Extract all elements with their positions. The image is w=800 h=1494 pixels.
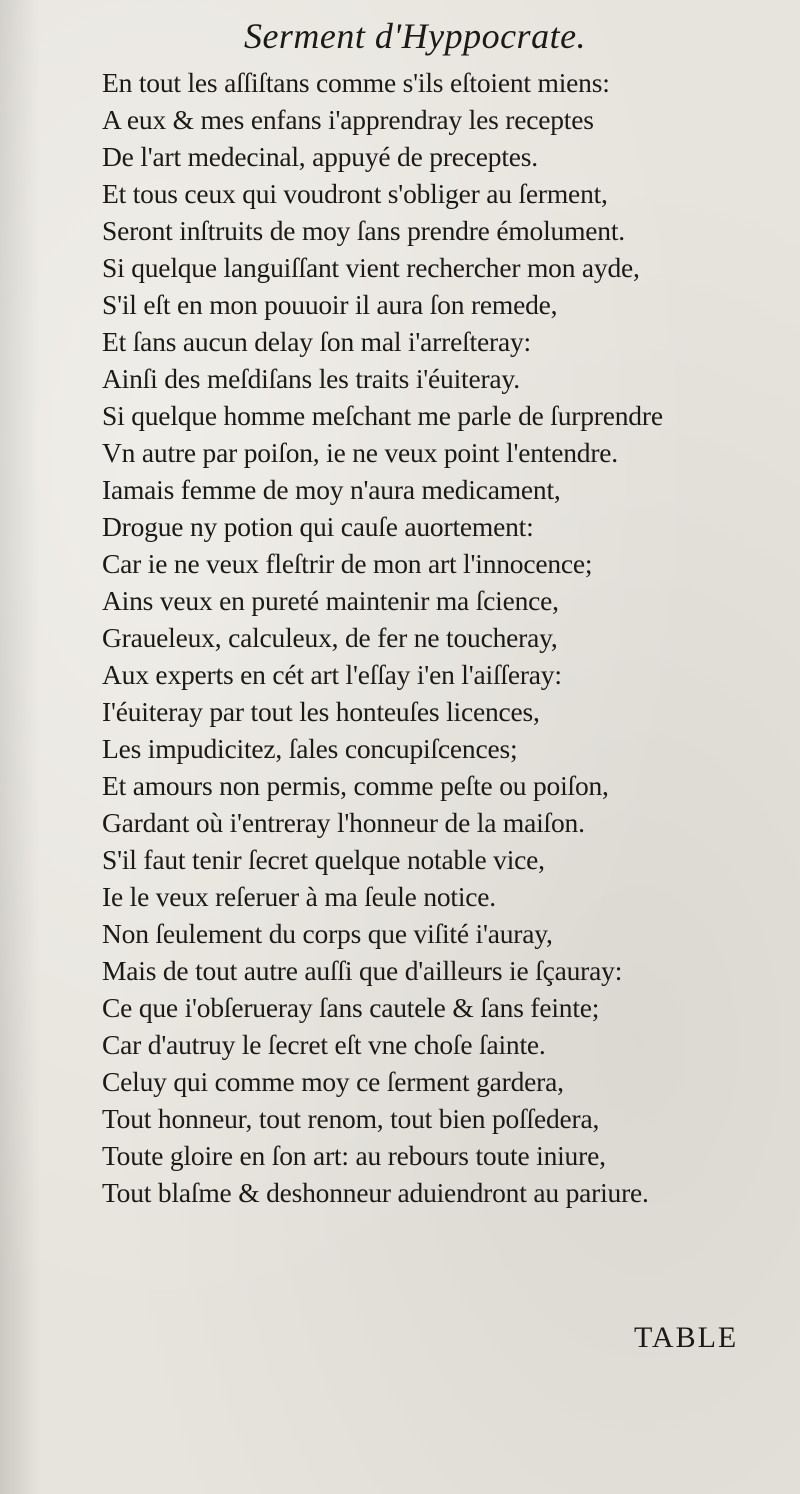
verse-line: Car d'autruy le ſecret eſt vne choſe ſainte. [102, 1029, 546, 1060]
verse-line: Graueleux, calculeux, de fer ne toucheray, [102, 622, 558, 653]
verse-line: Mais de tout autre auſſi que d'ailleurs ie ſçauray: [102, 955, 623, 986]
verse-line: Si quelque languiſſant vient rechercher mon ayde, [102, 252, 640, 283]
verse-line: Et ſans aucun delay ſon mal i'arreſteray: [102, 326, 531, 357]
verse-line: Celuy qui comme moy ce ſerment gardera, [102, 1066, 564, 1097]
verse-line: Non ſeulement du corps que viſité i'auray, [102, 918, 553, 949]
verse-line: Vn autre par poiſon, ie ne veux point l'entendre. [102, 437, 618, 468]
verse-line: Et tous ceux qui voudront s'obliger au ſerment, [102, 178, 608, 209]
verse-line: Tout blaſme & deshonneur aduiendront au pariure. [102, 1177, 649, 1208]
verse-line: Ie le veux reſeruer à ma ſeule notice. [102, 881, 496, 912]
verse-line: Ainſi des meſdiſans les traits i'éuiteray. [102, 363, 520, 394]
verse-line: A eux & mes enfans i'apprendray les receptes [102, 104, 594, 135]
verse-line: Ains veux en pureté maintenir ma ſcience, [102, 585, 559, 616]
verse-line: Et amours non permis, comme peſte ou poiſon, [102, 770, 609, 801]
verse-line: Car ie ne veux fleſtrir de mon art l'innocence; [102, 548, 593, 579]
verse-line: Gardant où i'entreray l'honneur de la maiſon. [102, 807, 585, 838]
verse-line: I'éuiteray par tout les honteuſes licences, [102, 696, 540, 727]
verse-line: Toute gloire en ſon art: au rebours toute iniure, [102, 1140, 606, 1171]
verse-line: Tout honneur, tout renom, tout bien poſſedera, [102, 1103, 600, 1134]
verse-line: Iamais femme de moy n'aura medicament, [102, 474, 561, 505]
catchword: TABLE [634, 1321, 739, 1354]
verse-line: De l'art medecinal, appuyé de preceptes. [102, 141, 538, 172]
verse-line: Les impudicitez, ſales concupiſcences; [102, 733, 518, 764]
verse-line: Seront inſtruits de moy ſans prendre émolument. [102, 215, 625, 246]
verse-line: S'il eſt en mon pouuoir il aura ſon remede, [102, 289, 558, 320]
page-title: Serment d'Hyppocrate. [243, 16, 587, 56]
verse-block [102, 64, 782, 1211]
verse-line: En tout les aſſiſtans comme s'ils eſtoient miens: [102, 67, 610, 98]
verse-line: Drogue ny potion qui cauſe auortement: [102, 511, 534, 542]
verse-line: S'il faut tenir ſecret quelque notable vice, [102, 844, 545, 875]
verse-line: Aux experts en cét art l'eſſay i'en l'aiſſeray: [102, 659, 562, 690]
verse-line: Si quelque homme meſchant me parle de ſurprendre [102, 400, 663, 431]
verse-line: Ce que i'obſerueray ſans cautele & ſans feinte; [102, 992, 600, 1023]
